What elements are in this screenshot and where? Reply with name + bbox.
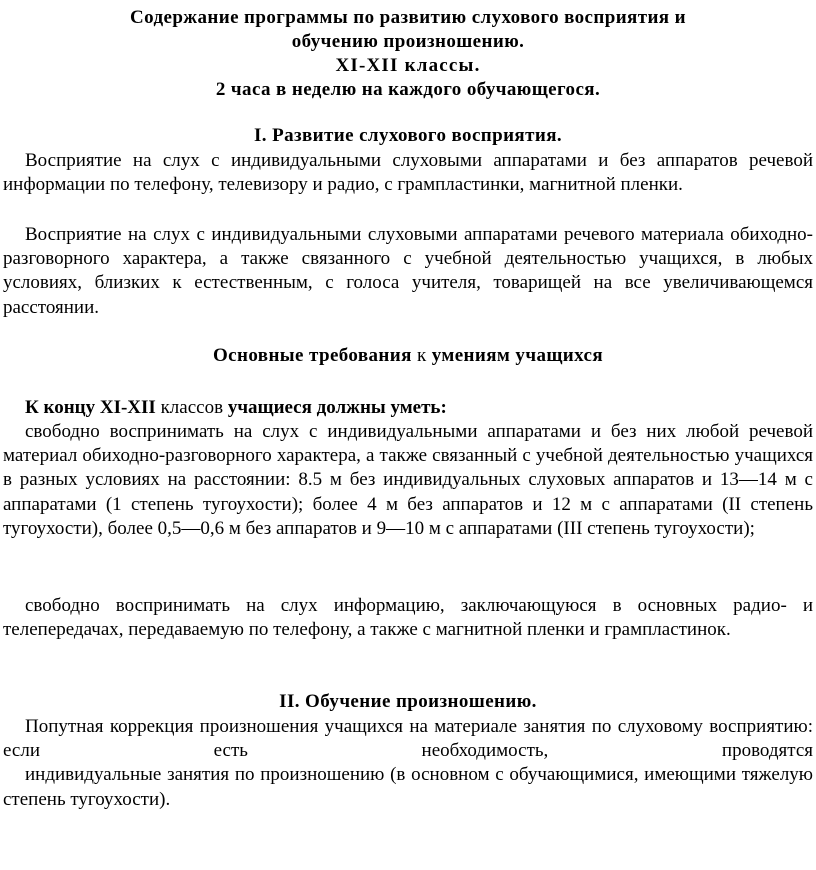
doc-title-line-2: обучению произношению. [291,31,525,52]
section-2-heading: II. Обучение произношению. [279,691,537,712]
doc-title-grades: XI-XII классы. [335,55,481,76]
requirements-item-1: свободно воспринимать на слух с индивидуальными аппаратами и без них любой речевой материал обиходно-разговорного характера, а также связанный с учебной деятельностью учащихся в разных условиях на расстоянии: 8.5 м без индивидуальных слуховых аппаратов и 13—14 м с аппаратами (1 степень тугоухости); более 4 м без аппаратов и 12 м с аппаратами (II степень тугоухости), более 0,5—0,6 м без аппаратов и 9—10 м с аппаратами (III степень тугоухости); [3,421,813,539]
doc-title-line-1: Содержание программы по развитию слухового восприятия и [130,7,686,28]
requirements-intro-part-3: учащиеся должны уметь: [227,397,447,418]
section-2-body [3,715,813,812]
requirements-intro-part-1: К концу XI-XII [25,397,156,418]
section-2-paragraph-2: индивидуальные занятия по произношению (в основном с обучающимися, имеющими тяжелую степень тугоухости). [3,764,813,810]
section-1-paragraph-2: Восприятие на слух с индивидуальными слуховыми аппаратами речевого материала обиходно-разговорного характера, а также связанного с учебной деятельностью учащихся, в любых условиях, близких к естественным, с голоса учителя, товарищей на все увеличивающемся расстоянии. [3,224,813,318]
requirements-heading-part-3: умениям учащихся [431,345,603,366]
section-2-paragraph-1: Попутная коррекция произношения учащихся на материале занятия по слуховому восприятию: если есть необходимость, проводятся [3,716,813,762]
requirements-heading-part-2: к [411,345,432,366]
doc-title-hours: 2 часа в неделю на каждого обучающегося. [215,79,601,100]
section-1-heading: I. Развитие слухового восприятия. [253,125,563,146]
requirements-intro-part-2: классов [155,397,228,418]
requirements-heading [0,344,816,368]
section-1-paragraph-1: Восприятие на слух с индивидуальными слуховыми аппаратами и без аппаратов речевой информации по телефону, телевизору и радио, с грампластинки, магнитной пленки. [3,150,813,196]
requirements-item-2: свободно воспринимать на слух информацию, заключающуюся в основных радио- и телепередачах, передаваемую по телефону, а также с магнитной пленки и грампластинок. [3,595,813,641]
requirements-intro [25,396,805,420]
requirements-heading-part-1: Основные требования [213,345,412,366]
